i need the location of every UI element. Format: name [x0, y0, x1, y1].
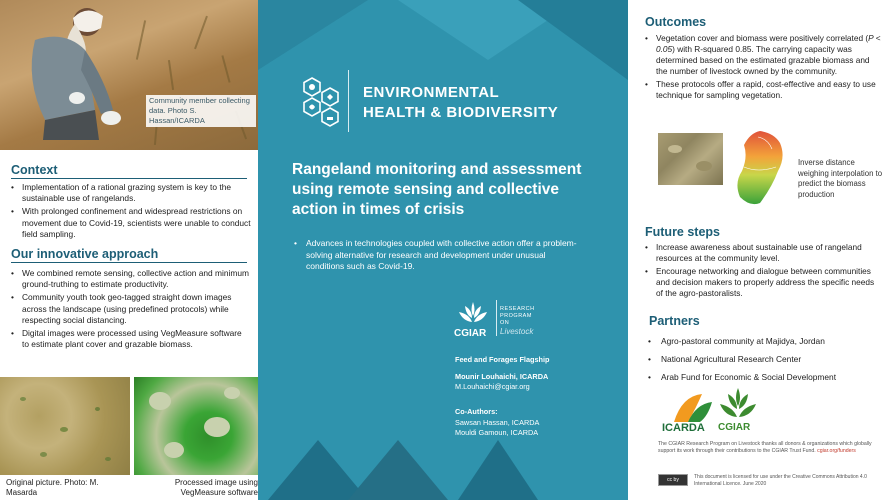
- environment-hexagon-icon: [300, 76, 346, 134]
- partners-heading: Partners: [649, 314, 700, 328]
- theme-title: [363, 83, 583, 123]
- acknowledgement-body: The CGIAR Research Program on Livestock thanks all donors & organizations which globally support its work through their contributions to the CGIAR Trust Fund.: [658, 441, 872, 454]
- list-item: • Arab Fund for Economic & Social Development: [648, 372, 878, 383]
- photo-caption: Community member collecting data. Photo S. Hassan/ICARDA: [146, 95, 256, 127]
- approach-rule: [11, 262, 247, 263]
- flagship-text: Feed and Forages Flagship: [455, 355, 550, 364]
- center-panel: [258, 0, 628, 500]
- flagship-label: [455, 355, 549, 365]
- left-column: [0, 0, 258, 500]
- poster-title: Rangeland monitoring and assessment using remote sensing and collective action in times of crisis: [292, 161, 582, 218]
- future-steps-heading: Future steps: [645, 225, 721, 239]
- list-item: • We combined remote sensing, collective action and minimum ground-truthing to estimate productivity.: [11, 268, 251, 290]
- decor-triangle: [458, 440, 538, 500]
- biomass-map: [730, 127, 790, 211]
- list-item: • Digital images were processed using VegMeasure software to estimate plant cover and grazable biomass.: [11, 328, 251, 350]
- list-item: • With prolonged confinement and widespread restrictions on movement due to Covid-19, scientists were unable to conduct field sampling.: [11, 206, 251, 240]
- acknowledgement-text: [658, 441, 883, 455]
- list-item: • These protocols offer a rapid, cost-effective and easy to use technique for sampling vegetation.: [645, 79, 883, 101]
- license-text: This document is licensed for use under the Creative Commons Attribution 4.0 International Licence. June 2020: [694, 474, 867, 487]
- context-list: [11, 182, 251, 242]
- outcome-text: Vegetation cover and biomass were positively correlated (: [656, 33, 869, 43]
- research-program-label: [500, 306, 535, 327]
- cc-license-badge: cc by: [658, 474, 688, 486]
- processed-vegetation-image: [134, 377, 258, 475]
- right-column: [628, 0, 888, 500]
- decor-triangle: [348, 440, 448, 500]
- processed-image-caption: Processed image using VegMeasure software: [174, 478, 258, 497]
- list-item: • Agro-pastoral community at Majidya, Jordan: [648, 336, 878, 347]
- coauthors-heading-text: Co-Authors:: [455, 407, 498, 416]
- cgiar-livestock-logo: [454, 300, 574, 340]
- coauthor: Sawsan Hassan, ICARDA: [455, 418, 540, 427]
- list-item: • Encourage networking and dialogue between communities and decision makers to properly address the specific needs of the agro-pastoralists.: [645, 266, 883, 299]
- approach-list: [11, 268, 251, 352]
- original-vegetation-image: [0, 377, 130, 475]
- rp-line: PROGRAM: [500, 313, 532, 319]
- author-email[interactable]: M.Louhaichi@cgiar.org: [455, 382, 530, 391]
- context-heading: Context: [11, 163, 58, 177]
- future-steps-list: [645, 242, 883, 301]
- list-item: • Increase awareness about sustainable use of rangeland resources at the community level.: [645, 242, 883, 264]
- satellite-image: [658, 133, 723, 185]
- coauthor: Mouldi Gamoun, ICARDA: [455, 428, 539, 437]
- cgiar-wordmark: CGIAR: [454, 328, 487, 339]
- author-name: [455, 372, 548, 382]
- map-caption: Inverse distance weighing interpolation to predict the biomass production: [798, 158, 883, 199]
- list-item: [645, 33, 883, 77]
- decor-triangle: [518, 0, 628, 80]
- summary-bullet: • Advances in technologies coupled with collective action offer a problem-solving alternative for research and development under unusual conditions such as Covid-19.: [294, 238, 584, 273]
- list-item: • Community youth took geo-tagged straight down images across the landscape (using predefined protocols) while respecting social distancing.: [11, 292, 251, 326]
- theme-title-line2: HEALTH & BIODIVERSITY: [363, 104, 559, 121]
- logo-divider: [348, 70, 349, 132]
- p-value: P < 0.05: [656, 33, 881, 54]
- coauthors-heading: [455, 407, 498, 417]
- cgiar-divider: [496, 300, 497, 336]
- outcome-text: ) with R-squared 0.85. The carrying capacity was determined based on the estimated grazable biomass and the number of livestock owned by the community.: [656, 44, 870, 76]
- original-image-caption: Original picture. Photo: M. Masarda: [6, 478, 99, 497]
- author-name-text: Mounir Louhaichi, ICARDA: [455, 372, 549, 381]
- icarda-wordmark: ICARDA: [662, 422, 705, 434]
- outcomes-list: [645, 33, 883, 103]
- rp-line: ON: [500, 320, 510, 326]
- decor-triangle: [258, 0, 368, 70]
- person-collecting-illustration: [15, 0, 125, 140]
- outcomes-heading: Outcomes: [645, 15, 707, 29]
- rp-line: RESEARCH: [500, 306, 535, 312]
- theme-title-line1: ENVIRONMENTAL: [363, 84, 500, 101]
- livestock-label: Livestock: [500, 327, 534, 336]
- list-item: • Implementation of a rational grazing system is key to the sustainable use of rangelands.: [11, 182, 251, 204]
- list-item: • National Agricultural Research Center: [648, 354, 878, 365]
- partners-list: [648, 336, 878, 390]
- cgiar-wordmark: CGIAR: [718, 422, 751, 433]
- approach-heading: Our innovative approach: [11, 247, 159, 261]
- funders-link[interactable]: cgiar.org/funders: [817, 448, 856, 454]
- community-photo: [0, 0, 258, 150]
- cgiar-leaf-icon: [456, 300, 490, 328]
- context-rule: [11, 178, 247, 179]
